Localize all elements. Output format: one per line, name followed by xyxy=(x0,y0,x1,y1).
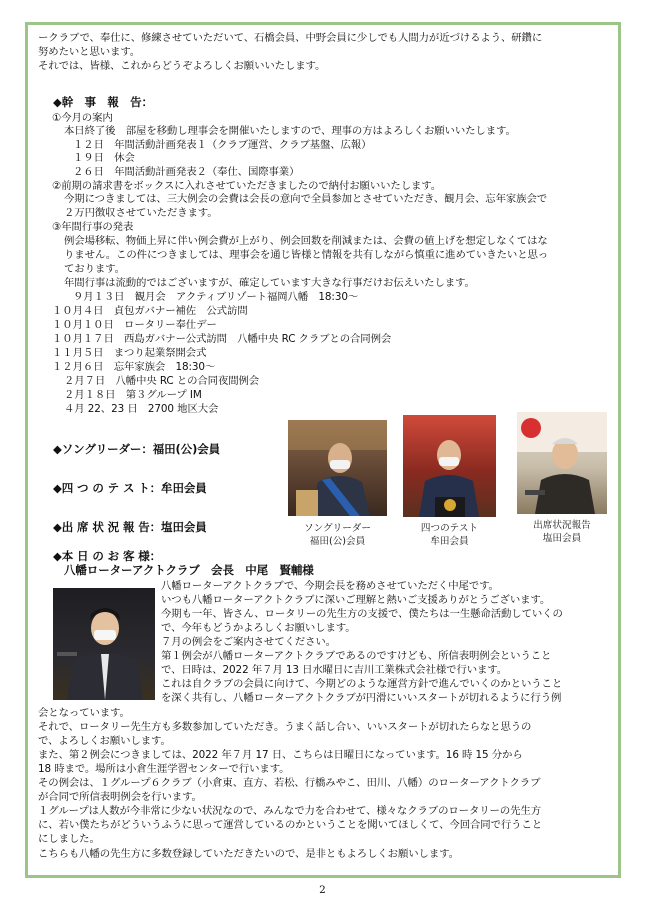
caption-attendance-role: 出席状況報告 xyxy=(533,520,591,531)
guest-line: で、日時は、2022 年７月 13 日水曜日に吉川工業株式会社様で行います。 xyxy=(161,664,508,676)
kanji-line: １１月５日 まつり起業祭開会式 xyxy=(52,347,207,359)
guest-line: 会となっています。 xyxy=(38,707,130,719)
person-silhouette-icon xyxy=(403,415,496,517)
person-silhouette-icon xyxy=(53,588,155,700)
guest-line: 今期も一年、皆さん、ロータリーの先生方の支援で、僕たちは一生懸命活動していくの xyxy=(161,608,563,620)
kanji-line: 本日終了後 部屋を移動し理事会を開催いたしますので、理事の方はよろしくお願いいたします。 xyxy=(64,125,516,137)
kanji-line: ４月 22、23 日 2700 地区大会 xyxy=(64,403,219,415)
guest-line: また、第２例会につきましては、2022 年７月 17 日、こちらは日曜日になっています。16 時 15 分から xyxy=(38,749,523,761)
intro-line-3: それでは、皆様、これからどうぞよろしくお願いいたします。 xyxy=(38,60,326,72)
kanji-line: １９日 休会 xyxy=(73,152,135,164)
attendance-report: ◆出 席 状 況 報 告：塩田会員 xyxy=(53,520,207,534)
kanji-line: １０月１７日 西島ガバナー公式訪問 八幡中央 RC クラブとの合同例会 xyxy=(52,333,392,345)
kanji-line: １０月４日 貞包ガバナー補佐 公式訪問 xyxy=(52,305,248,317)
guest-line: で、よろしくお願いします。 xyxy=(38,735,171,747)
kanji-line: ２６日 年間活動計画発表２（奉仕、国際事業） xyxy=(73,166,300,178)
guest-line: ７月の例会をご案内させてください。 xyxy=(161,636,336,648)
guest-line: それで、ロータリー先生方も多数参加していただき。うまく話し合い、いいスタートが切れたらなと思うの xyxy=(38,721,532,733)
kanji-line: ２万円徴収させていただきます。 xyxy=(64,207,218,219)
intro-line-2: 努めたいと思います。 xyxy=(38,46,141,58)
kanji-line: 年間行事は流動的ではございますが、確定しています大きな行事だけお伝えいたします。 xyxy=(64,277,475,289)
person-silhouette-icon xyxy=(288,420,387,516)
guest-line: いつも八幡ローターアクトクラブに深いご理解と熱いご支援ありがとうございます。 xyxy=(161,594,551,606)
guest-line: で、今年もどうかよろしくお願いします。 xyxy=(161,622,356,634)
person-silhouette-icon xyxy=(517,412,607,514)
guest-line: が合同で所信表明例会を行います。 xyxy=(38,791,202,803)
kanji-line: ③年間行事の発表 xyxy=(52,221,134,233)
kanji-line: １２月６日 忘年家族会 18:30～ xyxy=(52,361,216,373)
guest-line: １グループは人数が今非常に少ない状況なので、みんなで力を合わせて、様々なクラブのロータリーの先生方 xyxy=(38,805,541,817)
kanji-line: 例会場移転、物価上昇に伴い例会費が上がり、例会回数を削減または、会費の値上げを想定しなくてはな xyxy=(64,235,548,247)
kanji-heading: ◆幹 事 報 告： xyxy=(53,95,153,109)
kanji-line: ております。 xyxy=(64,263,125,275)
song-leader: ◆ソングリーダー：福田(公)会員 xyxy=(53,442,221,456)
guest-line: その例会は、１グループ６クラブ（小倉東、直方、若松、行橋みやこ、田川、八幡）のローターアクトクラブ xyxy=(38,777,541,789)
intro-line-1: ークラブで、奉仕に、修練させていただいて、石橋会員、中野会員に少しでも人間力が近づけるよう、研鑽に xyxy=(38,32,543,44)
caption-attendance-name: 塩田会員 xyxy=(542,533,582,544)
page-number: 2 xyxy=(319,884,326,896)
caption-song-leader-role: ソングリーダー xyxy=(304,523,371,534)
kanji-line: 今期につきましては、三大例会の会費は会長の意向で全員参加とさせていただき、観月会、忘年家族会で xyxy=(64,193,548,205)
caption-song-leader-name: 福田(公)会員 xyxy=(309,536,366,547)
guest-subheading: 八幡ローターアクトクラブ 会長 中尾 賢輔様 xyxy=(64,563,314,577)
photo-guest xyxy=(53,588,155,700)
guest-line: 第１例会が八幡ローターアクトクラブであるのですけども、所信表明例会ということ xyxy=(161,650,552,662)
kanji-line: りません。この件につきましては、理事会を通じ皆様と情報を共有しながら慎重に進めていきたいと思っ xyxy=(64,249,549,261)
guest-line: 18 時まで。場所は小倉生涯学習センターで行います。 xyxy=(38,763,290,775)
photo-four-test xyxy=(403,415,496,517)
caption-four-test-role: 四つのテスト xyxy=(420,523,479,534)
caption-four-test-name: 牟田会員 xyxy=(430,536,469,547)
kanji-line: １２日 年間活動計画発表１（クラブ運営、クラブ基盤、広報） xyxy=(73,139,372,151)
guest-heading: ◆本 日 の お 客 様： xyxy=(53,549,162,563)
four-test: ◆四 つ の テ ス ト：牟田会員 xyxy=(53,481,207,495)
kanji-line: ９月１３日 観月会 アクティブリゾート福岡八幡 18:30～ xyxy=(73,291,359,303)
guest-line: を深く共有し、八幡ローターアクトクラブが円滑にいいスタートが切れるように行う例 xyxy=(161,692,562,704)
guest-line: にしました。 xyxy=(38,833,100,845)
guest-line: これは自クラブの会員に向けて、今期どのような運営方針で進んでいくのかということ xyxy=(161,678,563,690)
guest-line: に、若い僕たちがどういうふうに思って運営しているのかということを聞いてほしくて、今回合同で行うこと xyxy=(38,819,543,831)
kanji-line: ②前期の請求書をボックスに入れさせていただきましたので納付お願いいたします。 xyxy=(52,180,442,192)
kanji-line: １０月１０日 ロータリー奉仕デー xyxy=(52,319,217,331)
guest-line: 八幡ローターアクトクラブで、今期会長を務めさせていただく中尾です。 xyxy=(161,580,499,592)
kanji-line: ２月１８日 第３グループ IM xyxy=(64,389,202,401)
photo-attendance xyxy=(517,412,607,514)
kanji-line: ２月７日 八幡中央 RC との合同夜間例会 xyxy=(64,375,260,387)
kanji-line: ①今月の案内 xyxy=(52,112,113,124)
guest-line: こちらも八幡の先生方に多数登録していただきたいので、是非ともよろしくお願いします。 xyxy=(38,848,459,860)
photo-song-leader xyxy=(288,420,387,516)
